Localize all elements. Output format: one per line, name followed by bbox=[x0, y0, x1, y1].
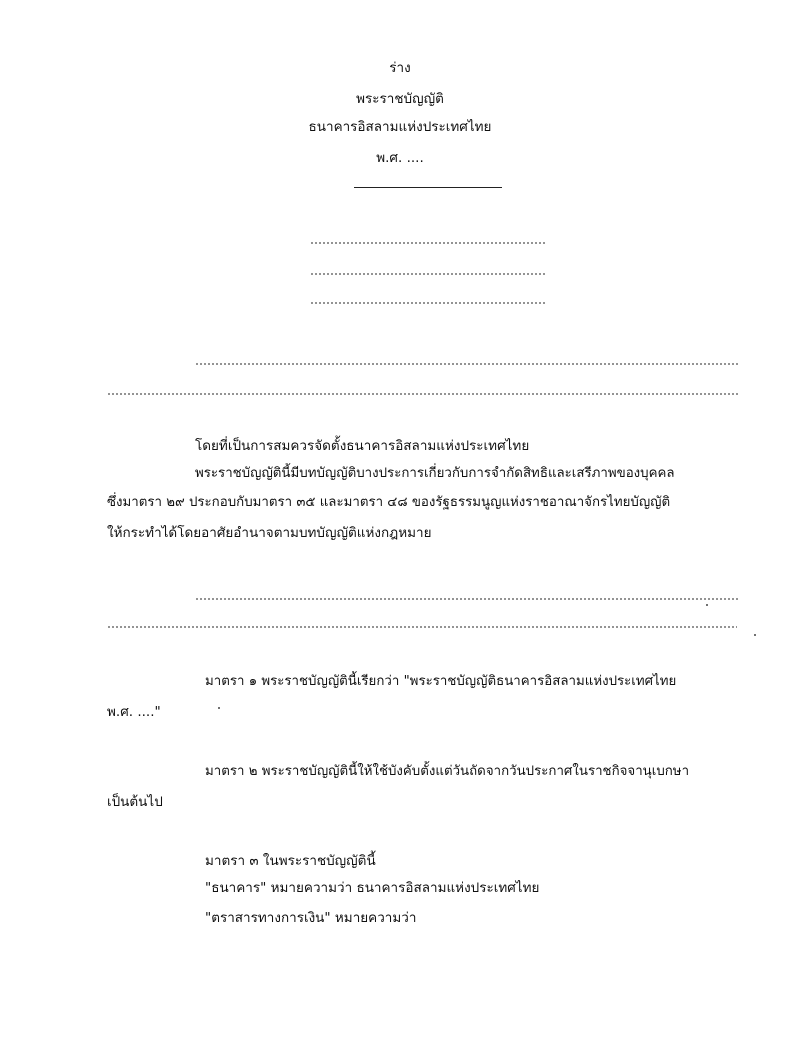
preamble-line-4: ให้กระทำได้โดยอาศัยอำนาจตามบทบัญญัติแห่งกฎหมาย bbox=[107, 525, 432, 541]
scan-speck bbox=[754, 634, 756, 636]
preamble-line-3: ซึ่งมาตรา ๒๙ ประกอบกับมาตรา ๓๕ และมาตรา ๔๘ ของรัฐธรรมนูญแห่งราชอาณาจักรไทยบัญญัติ bbox=[107, 495, 671, 510]
draft-label: ร่าง bbox=[389, 60, 411, 76]
section-2-line-1: มาตรา ๒ พระราชบัญญัตินี้ให้ใช้บังคับตั้งแต่วันถัดจากวันประกาศในราชกิจจานุเบกษา bbox=[205, 764, 690, 779]
section-1-line-1: มาตรา ๑ พระราชบัญญัตินี้เรียกว่า "พระราชบัญญัติธนาคารอิสลามแห่งประเทศไทย bbox=[205, 674, 677, 689]
preamble-line-1: โดยที่เป็นการสมควรจัดตั้งธนาคารอิสลามแห่งประเทศไทย bbox=[195, 438, 530, 454]
section-3-line-1: มาตรา ๓ ในพระราชบัญญัตินี้ bbox=[205, 853, 376, 869]
preamble-line-2: พระราชบัญญัตินี้มีบทบัญญัติบางประการเกี่ยวกับการจำกัดสิทธิและเสรีภาพของบุคคล bbox=[195, 466, 675, 481]
scan-speck bbox=[218, 707, 220, 709]
section-3-definition-1: "ธนาคาร" หมายความว่า ธนาคารอิสลามแห่งประเทศไทย bbox=[205, 880, 540, 896]
act-name: ธนาคารอิสลามแห่งประเทศไทย bbox=[308, 119, 492, 135]
dotted-line-2 bbox=[310, 273, 546, 275]
title-underline bbox=[354, 187, 502, 188]
section-2-line-2: เป็นต้นไป bbox=[107, 794, 163, 810]
dotted-line-1 bbox=[310, 242, 546, 244]
scan-speck bbox=[706, 604, 708, 606]
section-3-definition-2: "ตราสารทางการเงิน" หมายความว่า bbox=[205, 910, 417, 926]
dotted-line-5 bbox=[107, 393, 738, 395]
act-title: พระราชบัญญัติ bbox=[356, 91, 444, 107]
dotted-line-3 bbox=[310, 302, 546, 304]
dotted-line-7 bbox=[107, 626, 737, 628]
dotted-line-6 bbox=[195, 598, 740, 600]
act-year: พ.ศ. .... bbox=[376, 150, 424, 166]
section-1-line-2: พ.ศ. ...." bbox=[107, 704, 161, 720]
dotted-line-4 bbox=[195, 363, 738, 365]
